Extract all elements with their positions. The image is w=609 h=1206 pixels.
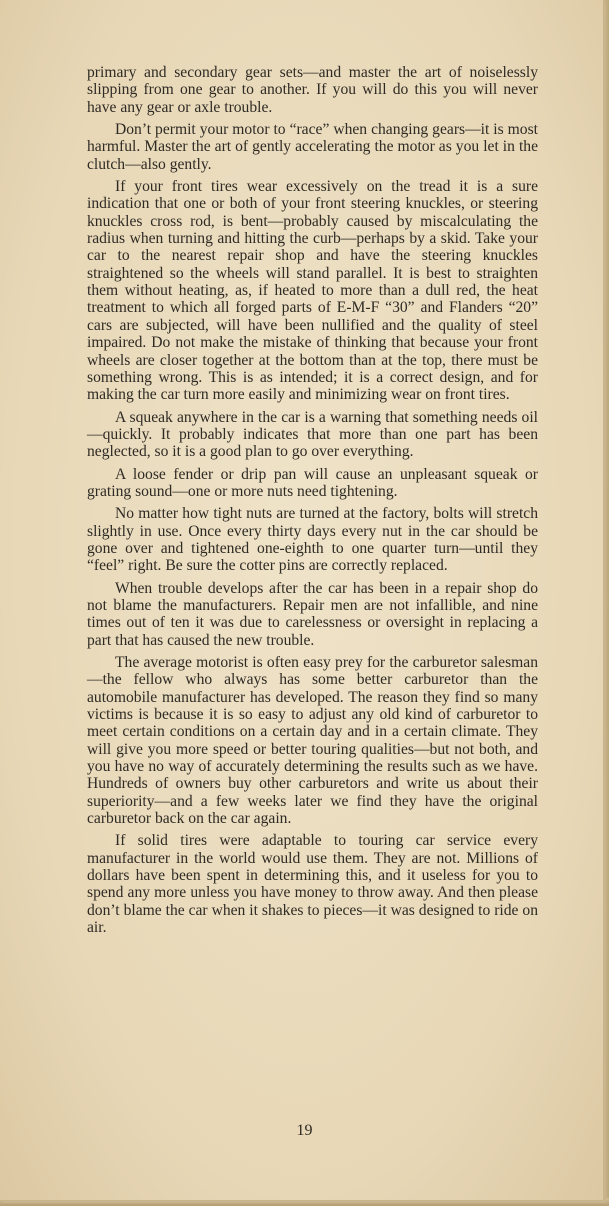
paragraph-gear-sets: primary and secondary gear sets—and master the art of noiselessly slipping from one gear to another. If you will do this you will never have any gear or axle trouble. [87,64,538,116]
paragraph-loose-fender: A loose fender or drip pan will cause an unpleasant squeak or grating sound—one or more nuts need tightening. [87,465,538,500]
paragraph-squeak: A squeak anywhere in the car is a warning that something needs oil—quickly. It probably indicates that more than one part has been neglected, so it is a good plan to go over everything. [87,408,538,461]
page-number: 19 [296,1122,313,1139]
body-text [87,64,538,942]
paragraph-front-tires: If your front tires wear excessively on the tread it is a sure indication that one or both of your front steering knuckles, or steering knuckles cross rod, is bent—probably caused by miscalculating the radius when turning and hitting the curb—perhaps by a skid. Take your car to the nearest repair shop and have the steering knuckles straightened so the wheels will stand parallel. It is best to straighten them without heating, as, if heated to more than a dull red, the heat treatment to which all forged parts of E-M-F “30” and Flanders “20” cars are subjected, will have been nullified and the quality of steel impaired. Do not make the mistake of thinking that because your front wheels are closer together at the bottom than at the top, there must be something wrong. This is as intended; it is a correct design, and for making the car turn more easily and minimizing wear on front tires. [87,178,538,404]
paragraph-carburetor: The average motorist is often easy prey for the carburetor salesman—the fellow who always has some better carburetor than the automobile manufacturer has developed. The reason they find so many victims is because it is so easy to adjust any old kind of carburetor to meet certain conditions on a certain day and in a certain climate. They will give you more speed or better touring qualities—but not both, and you have no way of accurately determining the results such as we have. Hundreds of owners buy other carburetors and write us about their superiority—and a few weeks later we find they have the original carburetor back on the car again. [87,654,538,828]
paragraph-solid-tires: If solid tires were adaptable to touring car service every manufacturer in the world would use them. They are not. Millions of dollars have been spent in determining this, and it useless for you to spend any more unless you have money to throw away. And then please don’t blame the car when it shakes to pieces—it was designed to ride on air. [87,832,538,937]
paragraph-motor-race: Don’t permit your motor to “race” when changing gears—it is most harmful. Master the art of gently accelerating the motor as you let in the clutch—also gently. [87,121,538,173]
paragraph-nuts-bolts: No matter how tight nuts are turned at the factory, bolts will stretch slightly in use. Once every thirty days every nut in the car should be gone over and tightened one-eighth to one quarter turn—until they “feel” right. Be sure the cotter pins are correctly replaced. [87,505,538,575]
paragraph-repair-shop: When trouble develops after the car has been in a repair shop do not blame the manufacturers. Repair men are not infallible, and nine times out of ten it was due to carelessness or oversight in replacing a part that has caused the new trouble. [87,579,538,649]
